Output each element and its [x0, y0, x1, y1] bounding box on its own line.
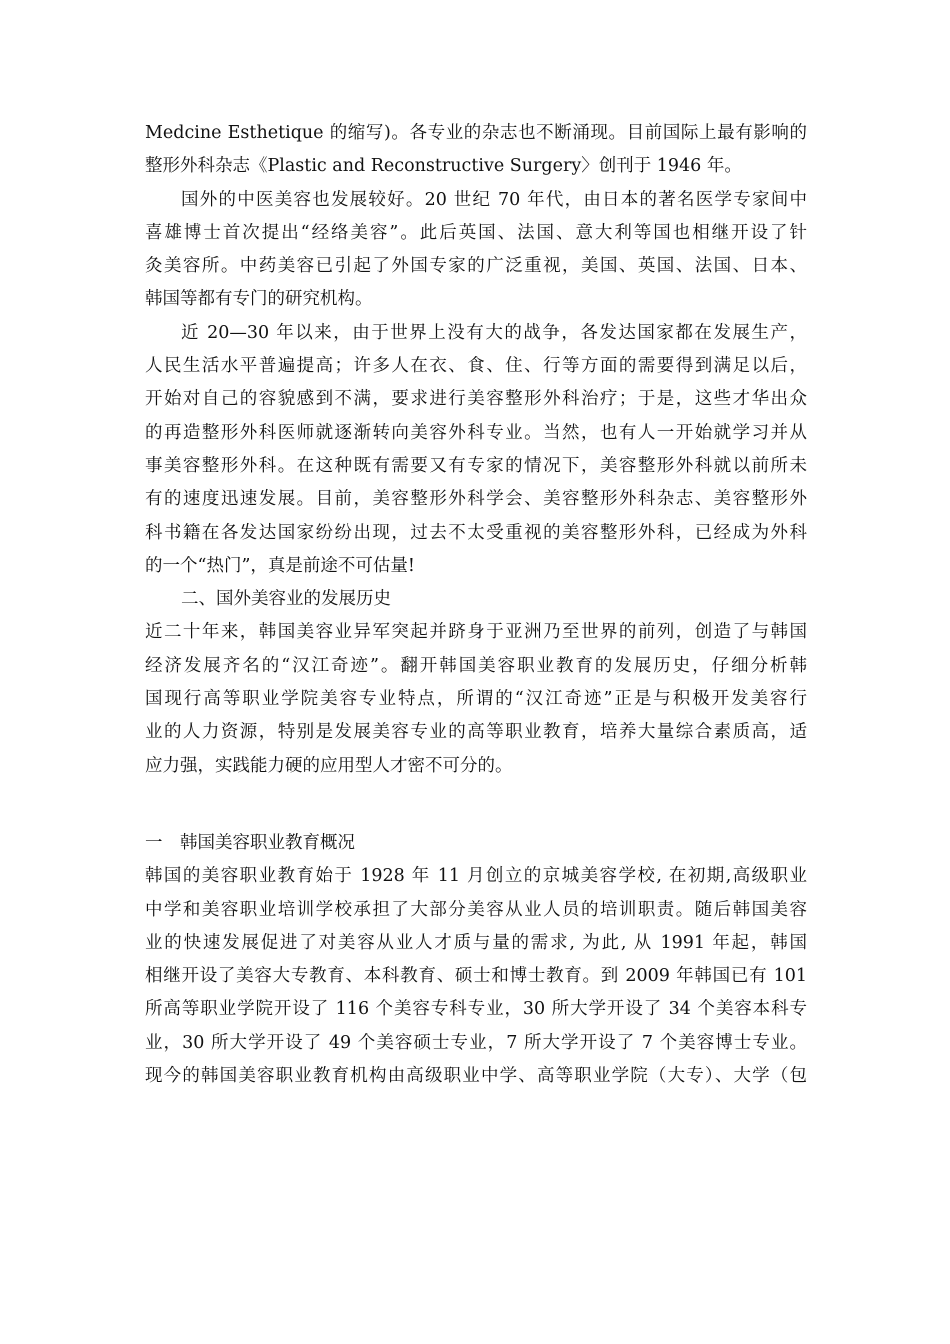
- text-line: 经济发展齐名的“汉江奇迹”。翻开韩国美容职业教育的发展历史，仔细分析韩: [145, 655, 807, 676]
- text-line: 科书籍在各发达国家纷纷出现，过去不太受重视的美容整形外科，已经成为外科: [145, 522, 807, 543]
- text-line: 应力强，实践能力硬的应用型人才密不可分的。: [145, 755, 513, 776]
- text-line: 有的速度迅速发展。目前，美容整形外科学会、美容整形外科杂志、美容整形外: [145, 489, 807, 510]
- text-line: 开始对自己的容貌感到不满，要求进行美容整形外科治疗；于是，这些才华出众: [145, 389, 807, 410]
- text-line: 的再造整形外科医师就逐渐转向美容外科专业。当然，也有人一开始就学习并从: [145, 422, 807, 443]
- text-line: 相继开设了美容大专教育、本科教育、硕士和博士教育。到 2009 年韩国已有 101: [145, 966, 807, 987]
- text-line: 国现行高等职业学院美容专业特点，所谓的“汉江奇迹”正是与积极开发美容行: [145, 689, 807, 710]
- text-line: 业，30 所大学开设了 49 个美容硕士专业，7 所大学开设了 7 个美容博士专业。: [145, 1032, 807, 1053]
- text-line: 灸美容所。中药美容已引起了外国专家的广泛重视，美国、英国、法国、日本、: [145, 256, 807, 277]
- text-line: 近二十年来，韩国美容业异军突起并跻身于亚洲乃至世界的前列，创造了与韩国: [145, 622, 807, 643]
- text-line: 业的人力资源，特别是发展美容专业的高等职业教育，培养大量综合素质高，适: [145, 722, 807, 743]
- body-text: [145, 117, 807, 1093]
- text-line: 中学和美容职业培训学校承担了大部分美容从业人员的培训职责。随后韩国美容: [145, 899, 807, 920]
- paragraph-first-line: 国外的中医美容也发展较好。20 世纪 70 年代，由日本的著名医学专家间中: [181, 189, 807, 210]
- text-line: 事美容整形外科。在这种既有需要又有专家的情况下，美容整形外科就以前所未: [145, 455, 807, 476]
- blank-line: [145, 783, 807, 827]
- section-heading: 一 韩国美容职业教育概况: [145, 832, 355, 853]
- text-line: 整形外科杂志《Plastic and Reconstructive Surgery〉创刊于 1946 年。: [145, 156, 742, 177]
- section-heading: 二、国外美容业的发展历史: [181, 589, 391, 610]
- text-line: 喜雄博士首次提出“经络美容”。此后英国、法国、意大利等国也相继开设了针: [145, 222, 807, 243]
- text-line: Medcine Esthetique 的缩写)。各专业的杂志也不断涌现。目前国际上最有影响的: [145, 123, 807, 143]
- text-line: 韩国等都有专门的研究机构。: [145, 289, 373, 310]
- text-line: 人民生活水平普遍提高；许多人在衣、食、住、行等方面的需要得到满足以后，: [145, 356, 807, 377]
- text-line: 的一个“热门”，真是前途不可估量!: [145, 555, 415, 576]
- text-line: 韩国的美容职业教育始于 1928 年 11 月创立的京城美容学校, 在初期,高级职业: [145, 866, 807, 887]
- text-line: 现今的韩国美容职业教育机构由高级职业中学、高等职业学院（大专）、大学（包: [145, 1066, 807, 1087]
- paragraph-first-line: 近 20—30 年以来，由于世界上没有大的战争，各发达国家都在发展生产，: [181, 322, 807, 343]
- text-line: 所高等职业学院开设了 116 个美容专科专业，30 所大学开设了 34 个美容本科专: [145, 999, 807, 1020]
- text-line: 业的快速发展促进了对美容从业人才质与量的需求, 为此, 从 1991 年起，韩国: [145, 932, 807, 953]
